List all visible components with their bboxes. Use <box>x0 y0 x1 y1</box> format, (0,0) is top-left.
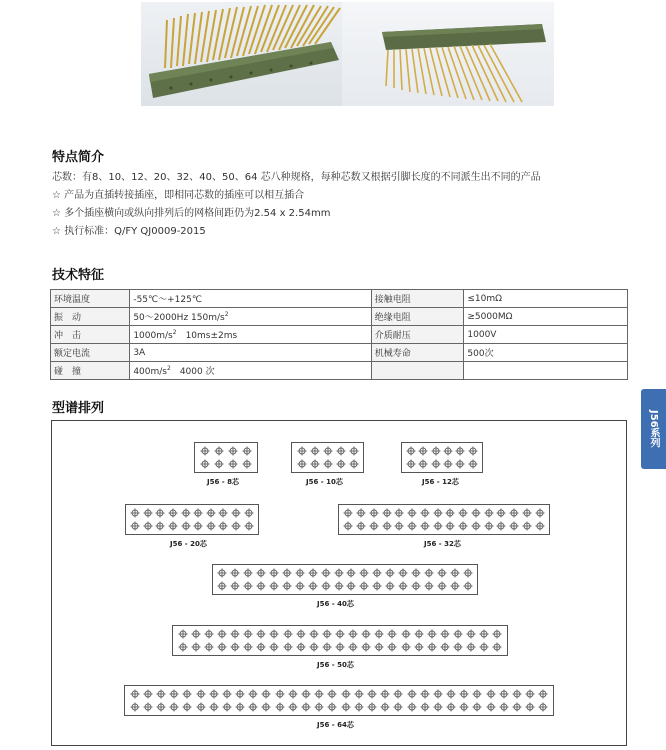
pin-icon <box>286 701 299 714</box>
pin-icon <box>142 507 155 520</box>
spec-key <box>371 362 464 380</box>
pin-icon <box>386 641 399 654</box>
connector-10-pin <box>291 442 364 473</box>
pin-icon <box>192 520 205 533</box>
pin-icon <box>260 688 273 701</box>
connector-label: J56 - 10芯 <box>306 478 343 486</box>
pin-icon <box>260 701 273 714</box>
spec-value: $1000m/s^2$ 10ms±2ms <box>130 326 371 344</box>
pin-icon <box>345 580 358 593</box>
pin-icon <box>484 701 497 714</box>
pin-icon <box>321 458 334 471</box>
pin-icon <box>294 641 307 654</box>
pin-icon <box>307 628 320 641</box>
pin-icon <box>360 628 373 641</box>
pin-icon <box>521 520 534 533</box>
pin-icon <box>373 641 386 654</box>
pin-icon <box>393 507 406 520</box>
spec-key: 环境温度 <box>51 290 130 308</box>
pin-icon <box>510 688 523 701</box>
pin-icon <box>352 688 365 701</box>
pin-icon <box>216 567 229 580</box>
pin-icon <box>268 580 281 593</box>
spec-key: 碰 撞 <box>51 362 130 380</box>
pin-icon <box>491 628 504 641</box>
pin-icon <box>128 688 141 701</box>
connector-12-pin <box>401 442 483 473</box>
features-heading: 特点简介 <box>52 150 105 165</box>
pin-icon <box>365 701 378 714</box>
pin-icon <box>167 507 180 520</box>
pin-icon <box>307 641 320 654</box>
pin-icon <box>438 641 451 654</box>
pin-icon <box>255 641 268 654</box>
pin-icon <box>484 688 497 701</box>
pin-icon <box>442 445 454 458</box>
pin-icon <box>320 628 333 641</box>
pin-icon <box>280 580 293 593</box>
spec-value <box>464 362 628 380</box>
spec-key: 额定电流 <box>51 344 130 362</box>
pin-icon <box>342 507 355 520</box>
pin-icon <box>207 688 220 701</box>
connector-40-pin <box>212 564 478 595</box>
pin-icon <box>228 641 241 654</box>
pin-icon <box>154 688 167 701</box>
pin-icon <box>399 628 412 641</box>
pin-icon <box>470 507 483 520</box>
pin-icon <box>286 688 299 701</box>
pin-icon <box>198 445 212 458</box>
pin-icon <box>482 520 495 533</box>
pin-icon <box>294 628 307 641</box>
pin-icon <box>142 520 155 533</box>
pin-icon <box>497 688 510 701</box>
pin-icon <box>179 520 192 533</box>
pin-icon <box>154 520 167 533</box>
pin-icon <box>371 580 384 593</box>
pin-icon <box>470 520 483 533</box>
product-photo-left <box>141 2 353 106</box>
pin-icon <box>373 628 386 641</box>
pin-icon <box>215 641 228 654</box>
pin-icon <box>358 567 371 580</box>
pin-icon <box>154 701 167 714</box>
pin-icon <box>430 445 442 458</box>
pin-icon <box>422 567 435 580</box>
pin-icon <box>181 688 194 701</box>
pin-icon <box>448 580 461 593</box>
pin-icon <box>255 580 268 593</box>
pin-icon <box>465 641 478 654</box>
pin-icon <box>308 445 321 458</box>
pin-icon <box>212 445 226 458</box>
models-heading: 型谱排列 <box>52 401 105 416</box>
pin-icon <box>508 507 521 520</box>
pin-icon <box>465 628 478 641</box>
pin-icon <box>352 701 365 714</box>
pin-icon <box>295 445 308 458</box>
pin-icon <box>358 580 371 593</box>
pin-icon <box>454 458 466 471</box>
pin-icon <box>417 445 429 458</box>
spec-key: 介质耐压 <box>371 326 464 344</box>
pin-icon <box>280 567 293 580</box>
pin-icon <box>167 520 180 533</box>
pin-icon <box>217 507 230 520</box>
pin-icon <box>419 507 432 520</box>
spec-heading: 技术特征 <box>52 268 105 283</box>
pin-icon <box>332 580 345 593</box>
pin-icon <box>168 701 181 714</box>
pin-icon <box>379 701 392 714</box>
pin-icon <box>268 628 281 641</box>
pin-icon <box>181 701 194 714</box>
connector-label: J56 - 40芯 <box>317 600 354 608</box>
pin-icon <box>247 701 260 714</box>
table-row <box>51 344 628 362</box>
pin-icon <box>368 520 381 533</box>
pin-icon <box>454 445 466 458</box>
pin-icon <box>129 507 142 520</box>
pin-icon <box>380 507 393 520</box>
pin-icon <box>452 641 465 654</box>
pin-icon <box>431 701 444 714</box>
pin-icon <box>431 520 444 533</box>
pin-icon <box>240 445 254 458</box>
feature-item: ☆ 产品为直插转接插座，即相同芯数的插座可以相互插合 <box>52 190 305 201</box>
pin-icon <box>320 641 333 654</box>
pin-icon <box>533 507 546 520</box>
feature-list <box>52 169 541 241</box>
pin-icon <box>497 701 510 714</box>
pin-icon <box>321 445 334 458</box>
series-side-tab[interactable]: J56系列 <box>641 389 666 469</box>
pin-icon <box>306 567 319 580</box>
pin-icon <box>273 701 286 714</box>
pin-icon <box>273 688 286 701</box>
pin-icon <box>495 507 508 520</box>
pin-icon <box>332 567 345 580</box>
table-row <box>51 290 628 308</box>
connector-label: J56 - 64芯 <box>317 721 354 729</box>
pin-icon <box>247 688 260 701</box>
pin-icon <box>281 641 294 654</box>
pin-icon <box>445 688 458 701</box>
pin-icon <box>154 507 167 520</box>
pin-icon <box>458 688 471 701</box>
pin-icon <box>189 641 202 654</box>
pin-icon <box>524 701 537 714</box>
feature-item: ☆ 执行标准：Q/FY QJ0009-2015 <box>52 226 206 237</box>
pin-icon <box>347 641 360 654</box>
pin-icon <box>412 641 425 654</box>
pin-icon <box>176 641 189 654</box>
pin-icon <box>326 688 339 701</box>
pin-icon <box>333 628 346 641</box>
pin-icon <box>495 520 508 533</box>
pin-icon <box>419 520 432 533</box>
pin-icon <box>430 458 442 471</box>
connector-label: J56 - 8芯 <box>207 478 239 486</box>
pin-icon <box>467 458 479 471</box>
pin-icon <box>212 458 226 471</box>
pin-icon <box>299 688 312 701</box>
pin-icon <box>189 628 202 641</box>
pin-icon <box>229 580 242 593</box>
pin-icon <box>406 507 419 520</box>
pin-icon <box>435 567 448 580</box>
pin-icon <box>207 701 220 714</box>
pin-icon <box>355 507 368 520</box>
pin-icon <box>347 458 360 471</box>
pin-icon <box>405 688 418 701</box>
pin-icon <box>478 641 491 654</box>
pin-icon <box>306 580 319 593</box>
pin-icon <box>220 701 233 714</box>
pin-icon <box>360 641 373 654</box>
pin-icon <box>399 641 412 654</box>
pin-icon <box>226 445 240 458</box>
pin-icon <box>384 567 397 580</box>
pin-icon <box>392 688 405 701</box>
pin-icon <box>194 701 207 714</box>
pin-icon <box>192 507 205 520</box>
pin-icon <box>168 688 181 701</box>
pin-icon <box>205 507 218 520</box>
pin-icon <box>409 567 422 580</box>
pin-icon <box>220 688 233 701</box>
pin-icon <box>471 688 484 701</box>
connector-label: J56 - 12芯 <box>422 478 459 486</box>
connector-label: J56 - 20芯 <box>170 540 207 548</box>
pin-icon <box>299 701 312 714</box>
spec-value: -55℃～+125℃ <box>130 290 371 308</box>
pin-icon <box>215 628 228 641</box>
pin-icon <box>537 688 550 701</box>
pin-icon <box>406 520 419 533</box>
pin-icon <box>281 628 294 641</box>
pin-icon <box>508 520 521 533</box>
pin-icon <box>230 507 243 520</box>
table-row <box>51 308 628 326</box>
pin-icon <box>242 567 255 580</box>
pin-icon <box>347 628 360 641</box>
pin-icon <box>198 458 212 471</box>
pin-icon <box>205 520 218 533</box>
connector-8-pin <box>194 442 258 473</box>
pin-icon <box>345 567 358 580</box>
pin-icon <box>234 701 247 714</box>
pin-icon <box>521 507 534 520</box>
pin-icon <box>347 445 360 458</box>
connector-32-pin <box>338 504 550 535</box>
pin-icon <box>371 567 384 580</box>
pin-icon <box>435 580 448 593</box>
pin-icon <box>229 567 242 580</box>
pin-icon <box>255 628 268 641</box>
connector-50-pin <box>172 625 508 656</box>
pin-icon <box>216 580 229 593</box>
pin-icon <box>452 628 465 641</box>
pin-icon <box>380 520 393 533</box>
pin-icon <box>339 688 352 701</box>
pin-icon <box>412 628 425 641</box>
spec-key: 接触电阻 <box>371 290 464 308</box>
table-row <box>51 362 628 380</box>
pin-icon <box>365 688 378 701</box>
pin-icon <box>444 520 457 533</box>
feature-item: ☆ 多个插座横向或纵向排列后的网格间距仍为2.54 x 2.54mm <box>52 208 331 219</box>
pin-icon <box>230 520 243 533</box>
pin-icon <box>425 628 438 641</box>
pin-icon <box>457 520 470 533</box>
pin-icon <box>482 507 495 520</box>
pin-icon <box>202 641 215 654</box>
pin-icon <box>319 567 332 580</box>
pin-icon <box>458 701 471 714</box>
pin-icon <box>471 701 484 714</box>
pin-icon <box>397 567 410 580</box>
pin-icon <box>313 688 326 701</box>
spec-value: ≥5000MΩ <box>464 308 628 326</box>
pin-icon <box>409 580 422 593</box>
pin-icon <box>393 520 406 533</box>
feature-item: 芯数：有8、10、12、20、32、40、50、64 芯八种规格，每种芯数又根据引脚长度的不同派生出不同的产品 <box>52 172 541 183</box>
pin-icon <box>293 567 306 580</box>
pin-icon <box>445 701 458 714</box>
pin-icon <box>524 688 537 701</box>
pin-icon <box>405 458 417 471</box>
pin-icon <box>202 628 215 641</box>
pin-icon <box>467 445 479 458</box>
spec-value: ≤10mΩ <box>464 290 628 308</box>
pin-icon <box>326 701 339 714</box>
pin-icon <box>457 507 470 520</box>
pin-icon <box>384 580 397 593</box>
pin-icon <box>478 628 491 641</box>
pin-icon <box>255 567 268 580</box>
pin-icon <box>217 520 230 533</box>
spec-value: 500次 <box>464 344 628 362</box>
pin-icon <box>308 458 321 471</box>
pin-icon <box>461 567 474 580</box>
connector-label: J56 - 50芯 <box>317 661 354 669</box>
spec-table <box>50 289 628 380</box>
pin-icon <box>537 701 550 714</box>
pin-icon <box>295 458 308 471</box>
pin-icon <box>461 580 474 593</box>
pin-icon <box>228 628 241 641</box>
pin-icon <box>386 628 399 641</box>
spec-key: 机械寿命 <box>371 344 464 362</box>
pin-icon <box>240 458 254 471</box>
pin-icon <box>418 701 431 714</box>
pin-icon <box>141 701 154 714</box>
pin-icon <box>405 701 418 714</box>
pin-icon <box>319 580 332 593</box>
pin-icon <box>129 520 142 533</box>
pin-icon <box>368 507 381 520</box>
pin-icon <box>242 507 255 520</box>
pin-icon <box>242 641 255 654</box>
spec-value: $400m/s^2$ 4000 次 <box>130 362 371 380</box>
pin-icon <box>242 520 255 533</box>
pin-icon <box>431 507 444 520</box>
pin-icon <box>392 701 405 714</box>
pin-icon <box>293 580 306 593</box>
connector-label: J56 - 32芯 <box>424 540 461 548</box>
spec-key: 振 动 <box>51 308 130 326</box>
spec-value: 50～2000Hz $150m/s^2$ <box>130 308 371 326</box>
spec-key: 冲 击 <box>51 326 130 344</box>
product-photo-right <box>342 2 554 106</box>
pin-icon <box>313 701 326 714</box>
connector-20-pin <box>125 504 259 535</box>
pin-icon <box>179 507 192 520</box>
pin-icon <box>355 520 368 533</box>
pin-icon <box>176 628 189 641</box>
pin-icon <box>226 458 240 471</box>
pin-icon <box>448 567 461 580</box>
pin-icon <box>425 641 438 654</box>
pin-icon <box>533 520 546 533</box>
pin-icon <box>405 445 417 458</box>
pin-icon <box>141 688 154 701</box>
connector-64-pin <box>124 685 554 716</box>
pin-icon <box>339 701 352 714</box>
spec-value: 3A <box>130 344 371 362</box>
pin-icon <box>234 688 247 701</box>
pin-icon <box>268 567 281 580</box>
pin-icon <box>442 458 454 471</box>
pin-icon <box>510 701 523 714</box>
table-row <box>51 326 628 344</box>
pin-icon <box>417 458 429 471</box>
spec-key: 绝缘电阻 <box>371 308 464 326</box>
spec-value: 1000V <box>464 326 628 344</box>
pin-icon <box>342 520 355 533</box>
pin-icon <box>418 688 431 701</box>
pin-icon <box>268 641 281 654</box>
pin-icon <box>128 701 141 714</box>
pin-icon <box>242 580 255 593</box>
pin-icon <box>491 641 504 654</box>
connector-diagram <box>51 420 627 746</box>
pin-icon <box>334 458 347 471</box>
pin-icon <box>444 507 457 520</box>
pin-icon <box>431 688 444 701</box>
pin-icon <box>438 628 451 641</box>
pin-icon <box>422 580 435 593</box>
pin-icon <box>379 688 392 701</box>
pin-icon <box>194 688 207 701</box>
pin-icon <box>333 641 346 654</box>
pin-icon <box>397 580 410 593</box>
pin-icon <box>334 445 347 458</box>
pin-icon <box>242 628 255 641</box>
